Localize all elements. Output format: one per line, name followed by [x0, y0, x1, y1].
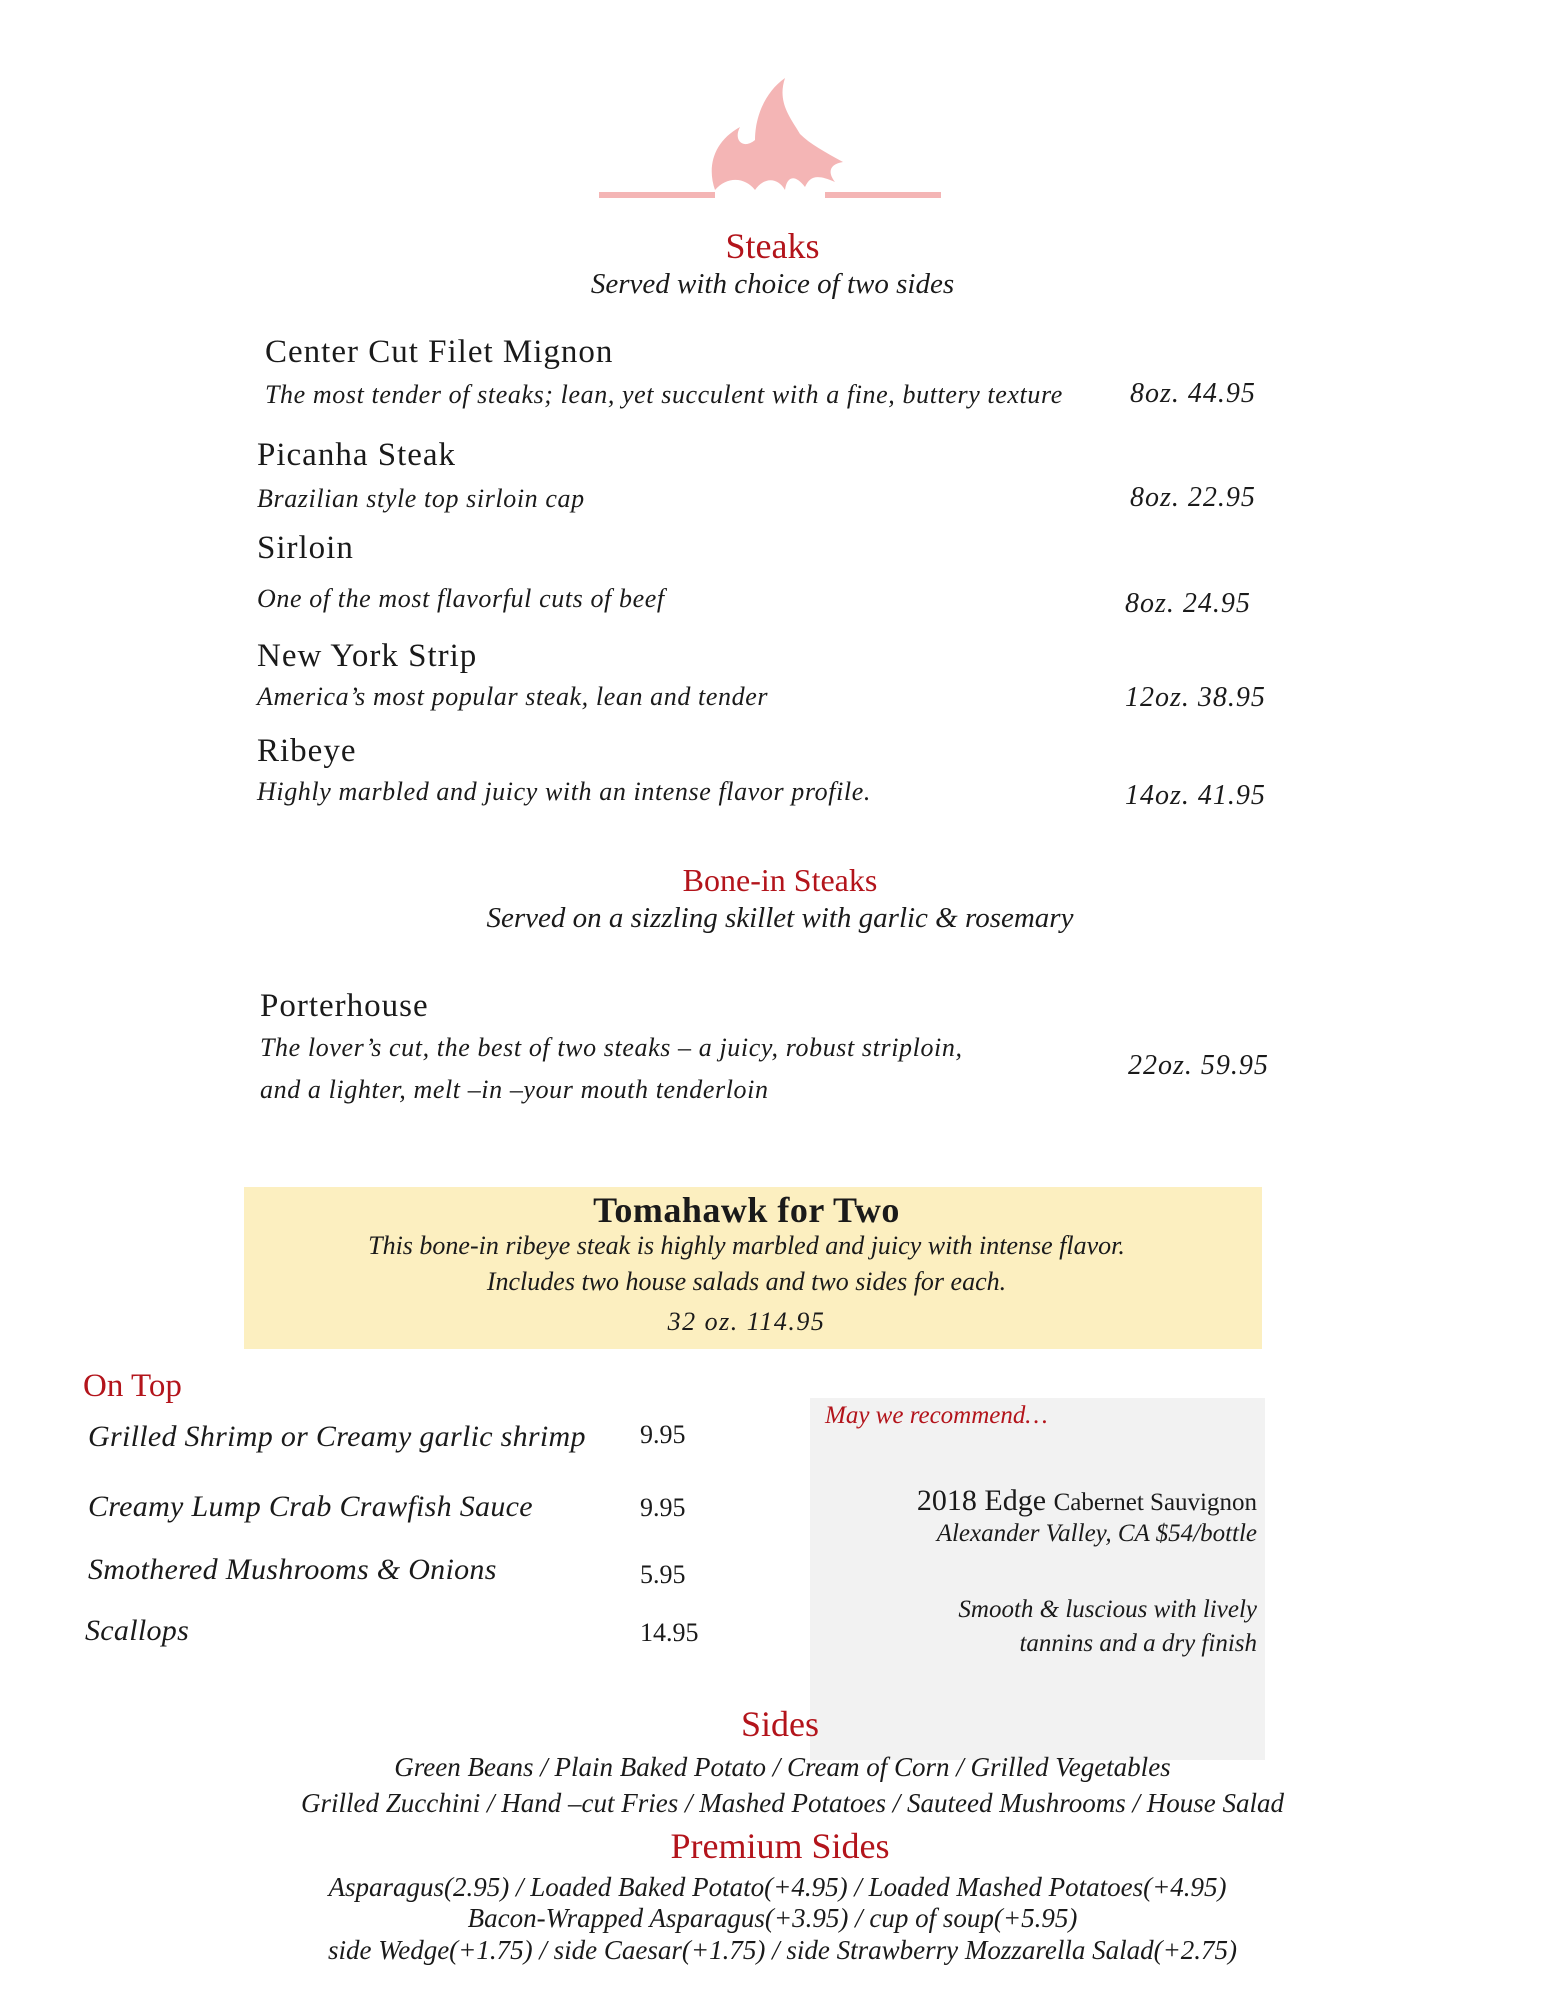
- item-price: 8oz. 22.95: [1130, 482, 1256, 513]
- recommend-heading: May we recommend…: [825, 1402, 1048, 1429]
- item-price: 8oz. 44.95: [1130, 378, 1256, 409]
- tomahawk-line1: This bone-in ribeye steak is highly marbled and juicy with intense flavor.: [368, 1231, 1125, 1260]
- item-price: 12oz. 38.95: [1125, 682, 1266, 713]
- premium-sides-line1: Asparagus(2.95) / Loaded Baked Potato(+4.95) / Loaded Mashed Potatoes(+4.95): [328, 1872, 1227, 1902]
- item-desc: The most tender of steaks; lean, yet succulent with a fine, buttery texture: [265, 380, 1063, 409]
- steaks-subtitle: Served with choice of two sides: [590, 268, 955, 300]
- item-name: Ribeye: [257, 733, 357, 769]
- list-item-name: Grilled Shrimp or Creamy garlic shrimp: [88, 1420, 586, 1453]
- list-item-name: Scallops: [85, 1614, 190, 1647]
- tomahawk-title: Tomahawk for Two: [593, 1190, 900, 1230]
- item-desc: America’s most popular steak, lean and tender: [257, 682, 769, 711]
- sides-title: Sides: [740, 1704, 819, 1744]
- wine-name: [917, 1484, 1257, 1518]
- on-top-title: On Top: [83, 1368, 182, 1404]
- list-item-price: 9.95: [640, 1493, 686, 1522]
- bone-in-subtitle: Served on a sizzling skillet with garlic & rosemary: [486, 902, 1074, 934]
- sides-line1: Green Beans / Plain Baked Potato / Cream of Corn / Grilled Vegetables: [394, 1752, 1171, 1782]
- item-desc: Brazilian style top sirloin cap: [257, 484, 585, 513]
- list-item-name: Smothered Mushrooms & Onions: [88, 1553, 497, 1586]
- wine-note-line2: tannins and a dry finish: [1019, 1630, 1257, 1657]
- steaks-title: Steaks: [725, 226, 820, 266]
- item-price: 14oz. 41.95: [1125, 780, 1266, 811]
- item-price: 22oz. 59.95: [1128, 1050, 1269, 1081]
- flame-logo: [595, 72, 945, 202]
- item-desc: The lover’s cut, the best of two steaks – a juicy, robust striploin,: [260, 1033, 963, 1062]
- premium-sides-title: Premium Sides: [670, 1826, 890, 1866]
- item-name: Sirloin: [257, 530, 354, 566]
- list-item-price: 14.95: [640, 1618, 699, 1647]
- premium-sides-line3: side Wedge(+1.75) / side Caesar(+1.75) / side Strawberry Mozzarella Salad(+2.75): [327, 1935, 1238, 1965]
- item-desc: and a lighter, melt –in –your mouth tenderloin: [260, 1075, 769, 1104]
- item-name: New York Strip: [257, 638, 478, 674]
- list-item-price: 5.95: [640, 1560, 686, 1589]
- list-item-name: Creamy Lump Crab Crawfish Sauce: [88, 1490, 533, 1523]
- tomahawk-line2: Includes two house salads and two sides for each.: [486, 1267, 1007, 1296]
- wine-note-line1: Smooth & luscious with lively: [958, 1596, 1257, 1623]
- list-item-price: 9.95: [640, 1420, 686, 1449]
- sides-line2: Grilled Zucchini / Hand –cut Fries / Mashed Potatoes / Sauteed Mushrooms / House Salad: [301, 1788, 1284, 1818]
- item-price: 8oz. 24.95: [1125, 588, 1251, 619]
- item-desc: Highly marbled and juicy with an intense flavor profile.: [257, 777, 871, 806]
- item-name: Center Cut Filet Mignon: [265, 334, 614, 370]
- wine-year-name: 2018 Edge: [916, 1484, 1047, 1517]
- item-name: Porterhouse: [260, 988, 429, 1024]
- premium-sides-line2: Bacon-Wrapped Asparagus(+3.95) / cup of soup(+5.95): [467, 1903, 1078, 1933]
- tomahawk-box: [244, 1187, 1262, 1349]
- wine-varietal: Cabernet Sauvignon: [1053, 1489, 1257, 1516]
- item-name: Picanha Steak: [257, 437, 457, 473]
- bone-in-title: Bone-in Steaks: [682, 862, 878, 898]
- wine-origin: Alexander Valley, CA $54/bottle: [936, 1520, 1257, 1547]
- item-desc: One of the most flavorful cuts of beef: [257, 584, 665, 613]
- tomahawk-price: 32 oz. 114.95: [667, 1307, 826, 1336]
